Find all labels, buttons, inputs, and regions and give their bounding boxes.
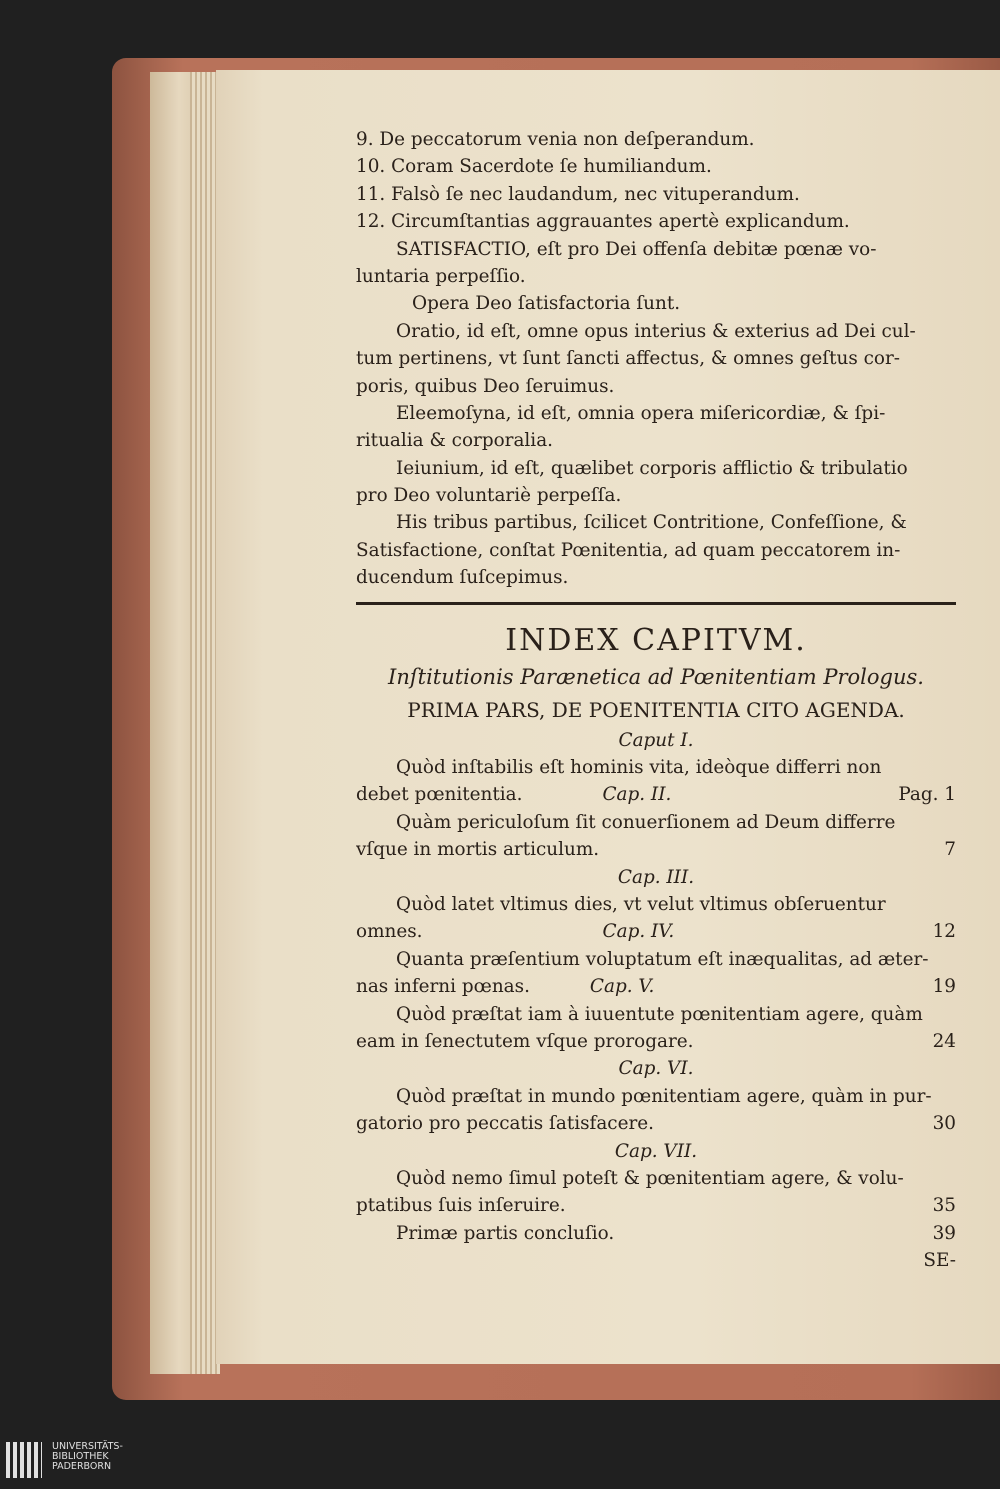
numbered-line: 9. De peccatorum venia non deſperandum. xyxy=(356,129,755,150)
library-name-line: BIBLIOTHEK xyxy=(52,1451,109,1462)
library-logo xyxy=(0,1442,180,1489)
text-line: poris, quibus Deo ſeruimus. xyxy=(356,375,615,397)
index-entry-line: Quanta præſentium voluptatum eſt inæqualitas, ad æter- xyxy=(396,948,929,970)
chapter-label: Caput I. xyxy=(618,729,694,751)
divider-rule xyxy=(356,602,956,609)
text-line: ritualia & corporalia. xyxy=(356,430,553,452)
page-text xyxy=(356,126,956,1273)
numbered-line: 11. Falsò ſe nec laudandum, nec vituperandum. xyxy=(356,183,800,205)
library-name-line: UNIVERSITÄTS- xyxy=(52,1441,123,1452)
index-entry-line: ptatibus ſuis inſeruire. 35 xyxy=(356,1192,956,1219)
page-number: 7 xyxy=(944,839,956,861)
index-entry-line: Quòd inſtabilis eſt hominis vita, ideòque differri non xyxy=(396,757,882,779)
index-entry-line: omnes. Cap. IV. 12 xyxy=(356,918,956,945)
index-entry-line: gatorio pro peccatis ſatisfacere. 30 xyxy=(356,1110,956,1137)
chapter-label: Cap. VI. xyxy=(618,1058,694,1080)
index-entry-line: debet pœnitentia. Cap. II. Pag. 1 xyxy=(356,781,956,808)
index-entry-line: Quòd præſtat in mundo pœnitentiam agere, quàm in pur- xyxy=(396,1085,932,1107)
text-line: Opera Deo ſatisfactoria ſunt. xyxy=(412,293,681,315)
prologue-heading: Inſtitutionis Parænetica ad Pœnitentiam Prologus. xyxy=(388,664,924,689)
text-line: ducendum ſuſcepimus. xyxy=(356,567,569,589)
index-entry-line: Quòd nemo ſimul poteſt & pœnitentiam agere, & volu- xyxy=(396,1167,904,1189)
text-line: luntaria perpeſſio. xyxy=(356,265,526,287)
page-number: 19 xyxy=(932,976,956,998)
chapter-label: Cap. VII. xyxy=(614,1140,698,1162)
text-line: His tribus partibus, ſcilicet Contritione, Confeſſione, & xyxy=(396,512,907,534)
chapter-label: Cap. III. xyxy=(617,866,695,888)
catchword: SE- xyxy=(923,1250,956,1272)
numbered-line: 12. Circumſtantias aggrauantes apertè explicandum. xyxy=(356,211,850,233)
text-line: Ieiunium, id eſt, quælibet corporis afflictio & tribulatio xyxy=(396,457,908,479)
page-number: 35 xyxy=(932,1195,956,1217)
library-logo-icon xyxy=(6,1442,42,1478)
page-number: 12 xyxy=(932,921,956,943)
index-entry-line: Quòd latet vltimus dies, vt velut vltimus obſeruentur xyxy=(396,893,886,915)
text-line: Eleemoſyna, id eſt, omnia opera miſericordiæ, & ſpi- xyxy=(396,402,886,424)
numbered-line: 10. Coram Sacerdote ſe humiliandum. xyxy=(356,156,712,178)
index-entry-line: eam in ſenectutem vſque prorogare. 24 xyxy=(356,1028,956,1055)
index-entry-line: Quàm periculoſum ſit conuerſionem ad Deum differre xyxy=(396,811,896,833)
chapter-label: Cap. V. xyxy=(589,976,655,998)
index-entry-line: nas inferni pœnas. Cap. V. 19 xyxy=(356,973,956,1000)
text-line: Oratio, id eſt, omne opus interius & exterius ad Dei cul- xyxy=(396,320,916,342)
index-entry-line: Quòd præſtat iam à iuuentute pœnitentiam agere, quàm xyxy=(396,1003,923,1025)
chapter-label: Cap. II. xyxy=(602,784,672,806)
page-number: 30 xyxy=(932,1113,956,1135)
page-number: 39 xyxy=(932,1222,956,1244)
page-number: Pag. 1 xyxy=(898,784,956,806)
page-number: 24 xyxy=(932,1030,956,1052)
conclusion-line: Primæ partis concluſio. 39 xyxy=(356,1220,956,1247)
library-name-line: PADERBORN xyxy=(52,1461,112,1472)
text-line: pro Deo voluntariè perpeſſa. xyxy=(356,485,622,507)
text-line: tum pertinens, vt ſunt ſancti affectus, & omnes geſtus cor- xyxy=(356,348,901,370)
index-title: INDEX CAPITVM. xyxy=(505,622,807,658)
part-heading: PRIMA PARS, DE POENITENTIA CITO AGENDA. xyxy=(407,697,905,722)
text-line: Satisfactione, conſtat Pœnitentia, ad quam peccatorem in- xyxy=(356,539,901,561)
index-entry-line: vſque in mortis articulum. 7 xyxy=(356,836,956,863)
chapter-label: Cap. IV. xyxy=(602,921,675,943)
text-line: SATISFACTIO, eſt pro Dei offenſa debitæ pœnæ vo- xyxy=(396,238,877,260)
